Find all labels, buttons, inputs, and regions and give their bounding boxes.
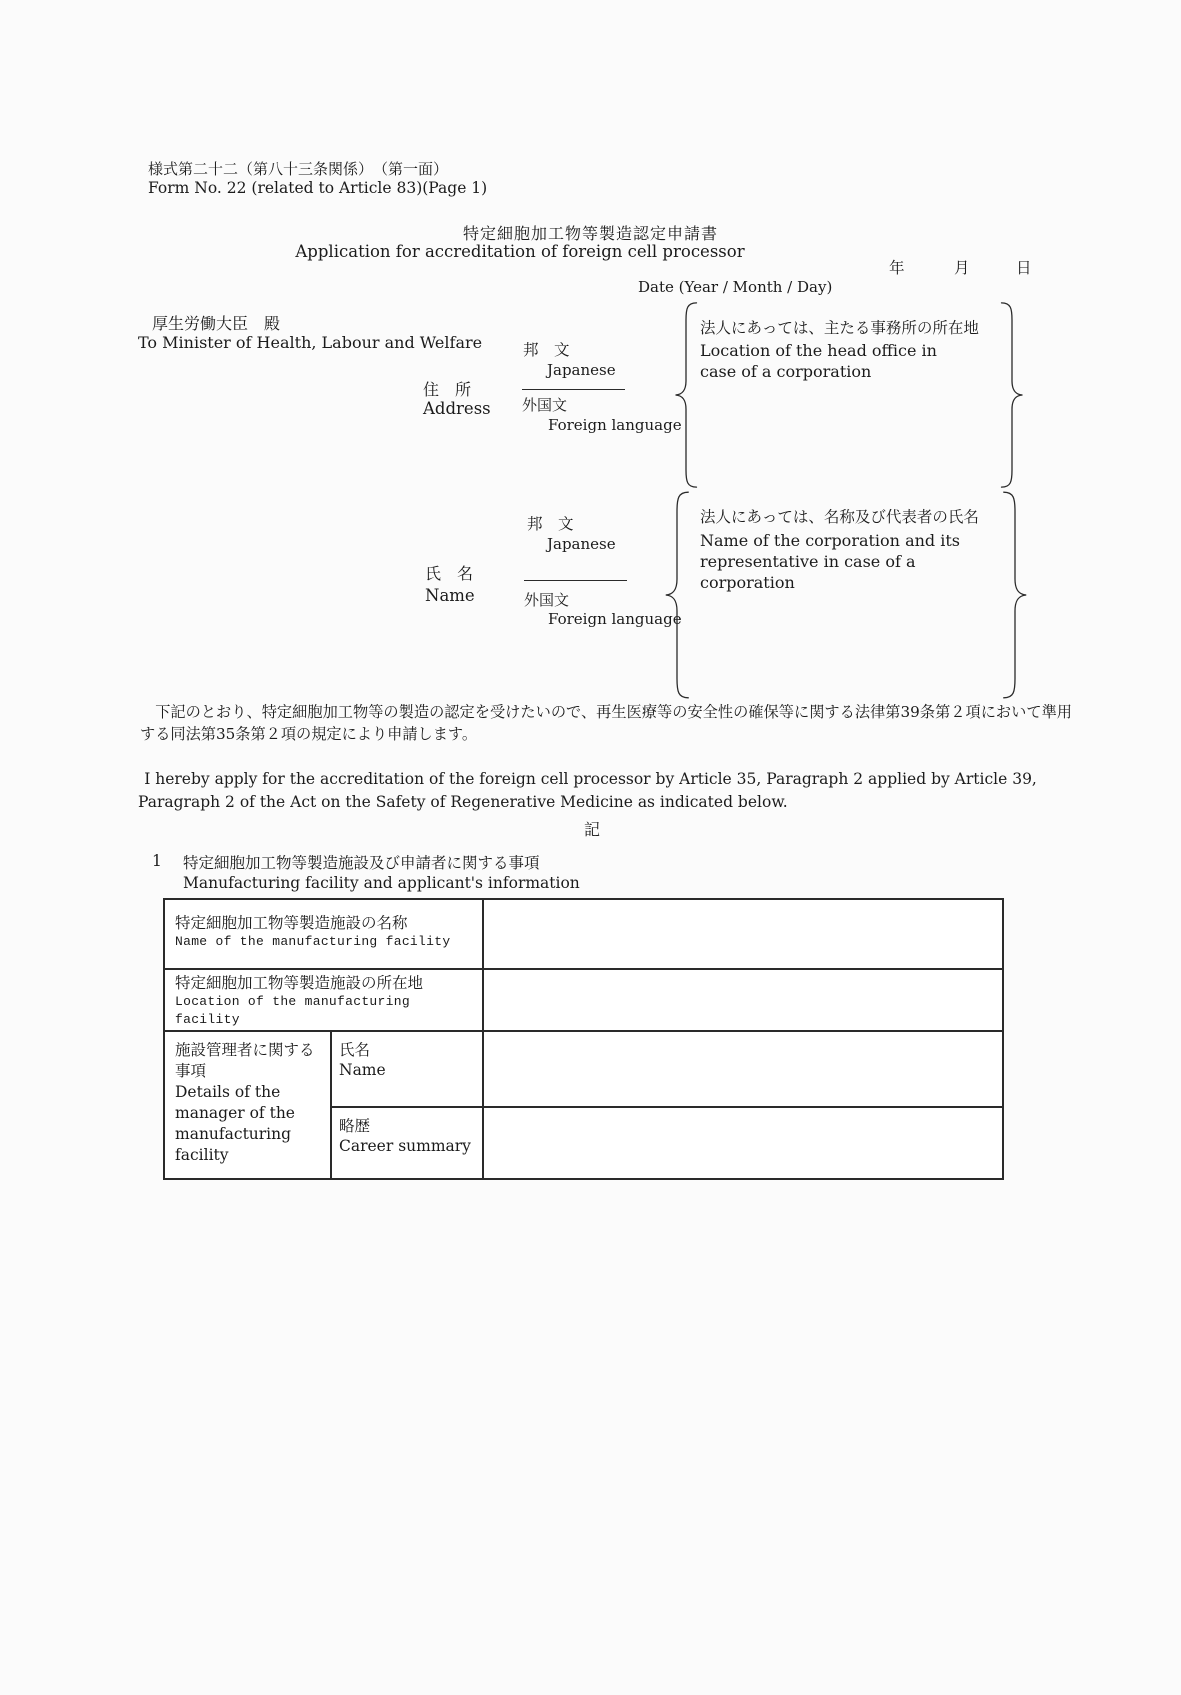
name-right-brace [1000, 489, 1030, 701]
date-day-label: 日 [1016, 259, 1032, 277]
address-right-brace [998, 300, 1026, 490]
addressee-en: To Minister of Health, Labour and Welfare [138, 333, 483, 352]
name-foreign-label-en: Foreign language [548, 610, 682, 628]
facility-name-label-jp: 特定細胞加工物等製造施設の名称 [175, 914, 408, 932]
facility-name-label-en: Name of the manufacturing facility [175, 934, 451, 949]
name-note-en: Name of the corporation and its representative in case of a corporation [700, 531, 960, 592]
date-caption: Date (Year / Month / Day) [638, 278, 833, 296]
name-japanese-label-en: Japanese [547, 535, 616, 553]
manager-label-jp: 施設管理者に関する事項 [175, 1041, 315, 1080]
ki-marker: 記 [584, 820, 601, 839]
table-vline-manager [330, 1030, 332, 1178]
address-note-jp: 法人にあっては、主たる事務所の所在地 [700, 319, 979, 337]
form-title-jp: 特定細胞加工物等製造認定申請書 [462, 224, 718, 243]
manager-career-value-cell [484, 1108, 1002, 1178]
section1-heading-jp: 特定細胞加工物等製造施設及び申請者に関する事項 [183, 854, 540, 872]
name-field-label-en: Name [425, 586, 475, 605]
facility-table [163, 898, 1004, 1180]
name-japanese-label-jp: 邦 文 [527, 515, 574, 533]
manager-name-value-cell [484, 1032, 1002, 1106]
form-title-en: Application for accreditation of foreign cell processor [295, 242, 745, 261]
application-paragraph-en: I hereby apply for the accreditation of the foreign cell processor by Article 35, Paragraph 2 applied by Article 39, Paragraph 2 of the Act on the Safety of Regenerative Medicine as indicated below. [138, 770, 1037, 811]
address-japanese-label-en: Japanese [547, 361, 616, 379]
name-field-label-jp: 氏 名 [425, 564, 474, 583]
manager-name-label-en: Name [339, 1061, 386, 1079]
section1-number: 1 [152, 852, 162, 870]
address-field-label-jp: 住 所 [423, 380, 472, 399]
section1-heading-en: Manufacturing facility and applicant's information [183, 874, 580, 892]
manager-career-label-jp: 略歴 [339, 1117, 371, 1135]
address-japanese-label-jp: 邦 文 [523, 341, 570, 359]
manager-label-cell [175, 1040, 323, 1166]
date-month-label: 月 [954, 259, 970, 277]
date-year-label: 年 [889, 259, 905, 277]
manager-career-label-en: Career summary [339, 1137, 471, 1155]
address-foreign-label-jp: 外国文 [522, 396, 568, 414]
manager-label-en: Details of the manager of the manufacturing facility [175, 1083, 295, 1164]
name-foreign-label-jp: 外国文 [524, 591, 570, 609]
form-number-en: Form No. 22 (related to Article 83)(Page 1) [148, 179, 488, 197]
facility-location-label-jp: 特定細胞加工物等製造施設の所在地 [175, 974, 424, 992]
manager-career-label-cell [339, 1116, 474, 1156]
application-paragraph-jp: 下記のとおり、特定細胞加工物等の製造の認定を受けたいので、再生医療等の安全性の確保等に関する法律第39条第２項において準用する同法第35条第２項の規定により申請します。 [140, 703, 1072, 743]
address-field-label-en: Address [423, 399, 491, 418]
table-row1-label-cell [175, 913, 473, 951]
address-japanese-underline [522, 389, 625, 390]
name-note-jp: 法人にあっては、名称及び代表者の氏名 [700, 508, 979, 526]
address-foreign-label-en: Foreign language [548, 416, 682, 434]
address-note-en: Location of the head office in case of a corporation [700, 341, 937, 381]
name-japanese-underline [524, 580, 627, 581]
facility-location-label-en: Location of the manufacturing facility [175, 994, 410, 1027]
facility-location-value-cell [484, 970, 1002, 1030]
manager-name-label-jp: 氏名 [339, 1041, 371, 1059]
address-left-brace [672, 300, 700, 490]
table-row2-label-cell [175, 973, 473, 1029]
form-number-jp: 様式第二十二（第八十三条関係） （第一面） [148, 160, 449, 178]
addressee-jp: 厚生労働大臣 殿 [152, 314, 281, 333]
name-left-brace [662, 489, 692, 701]
facility-name-value-cell [484, 900, 1002, 968]
manager-name-label-cell [339, 1040, 474, 1080]
